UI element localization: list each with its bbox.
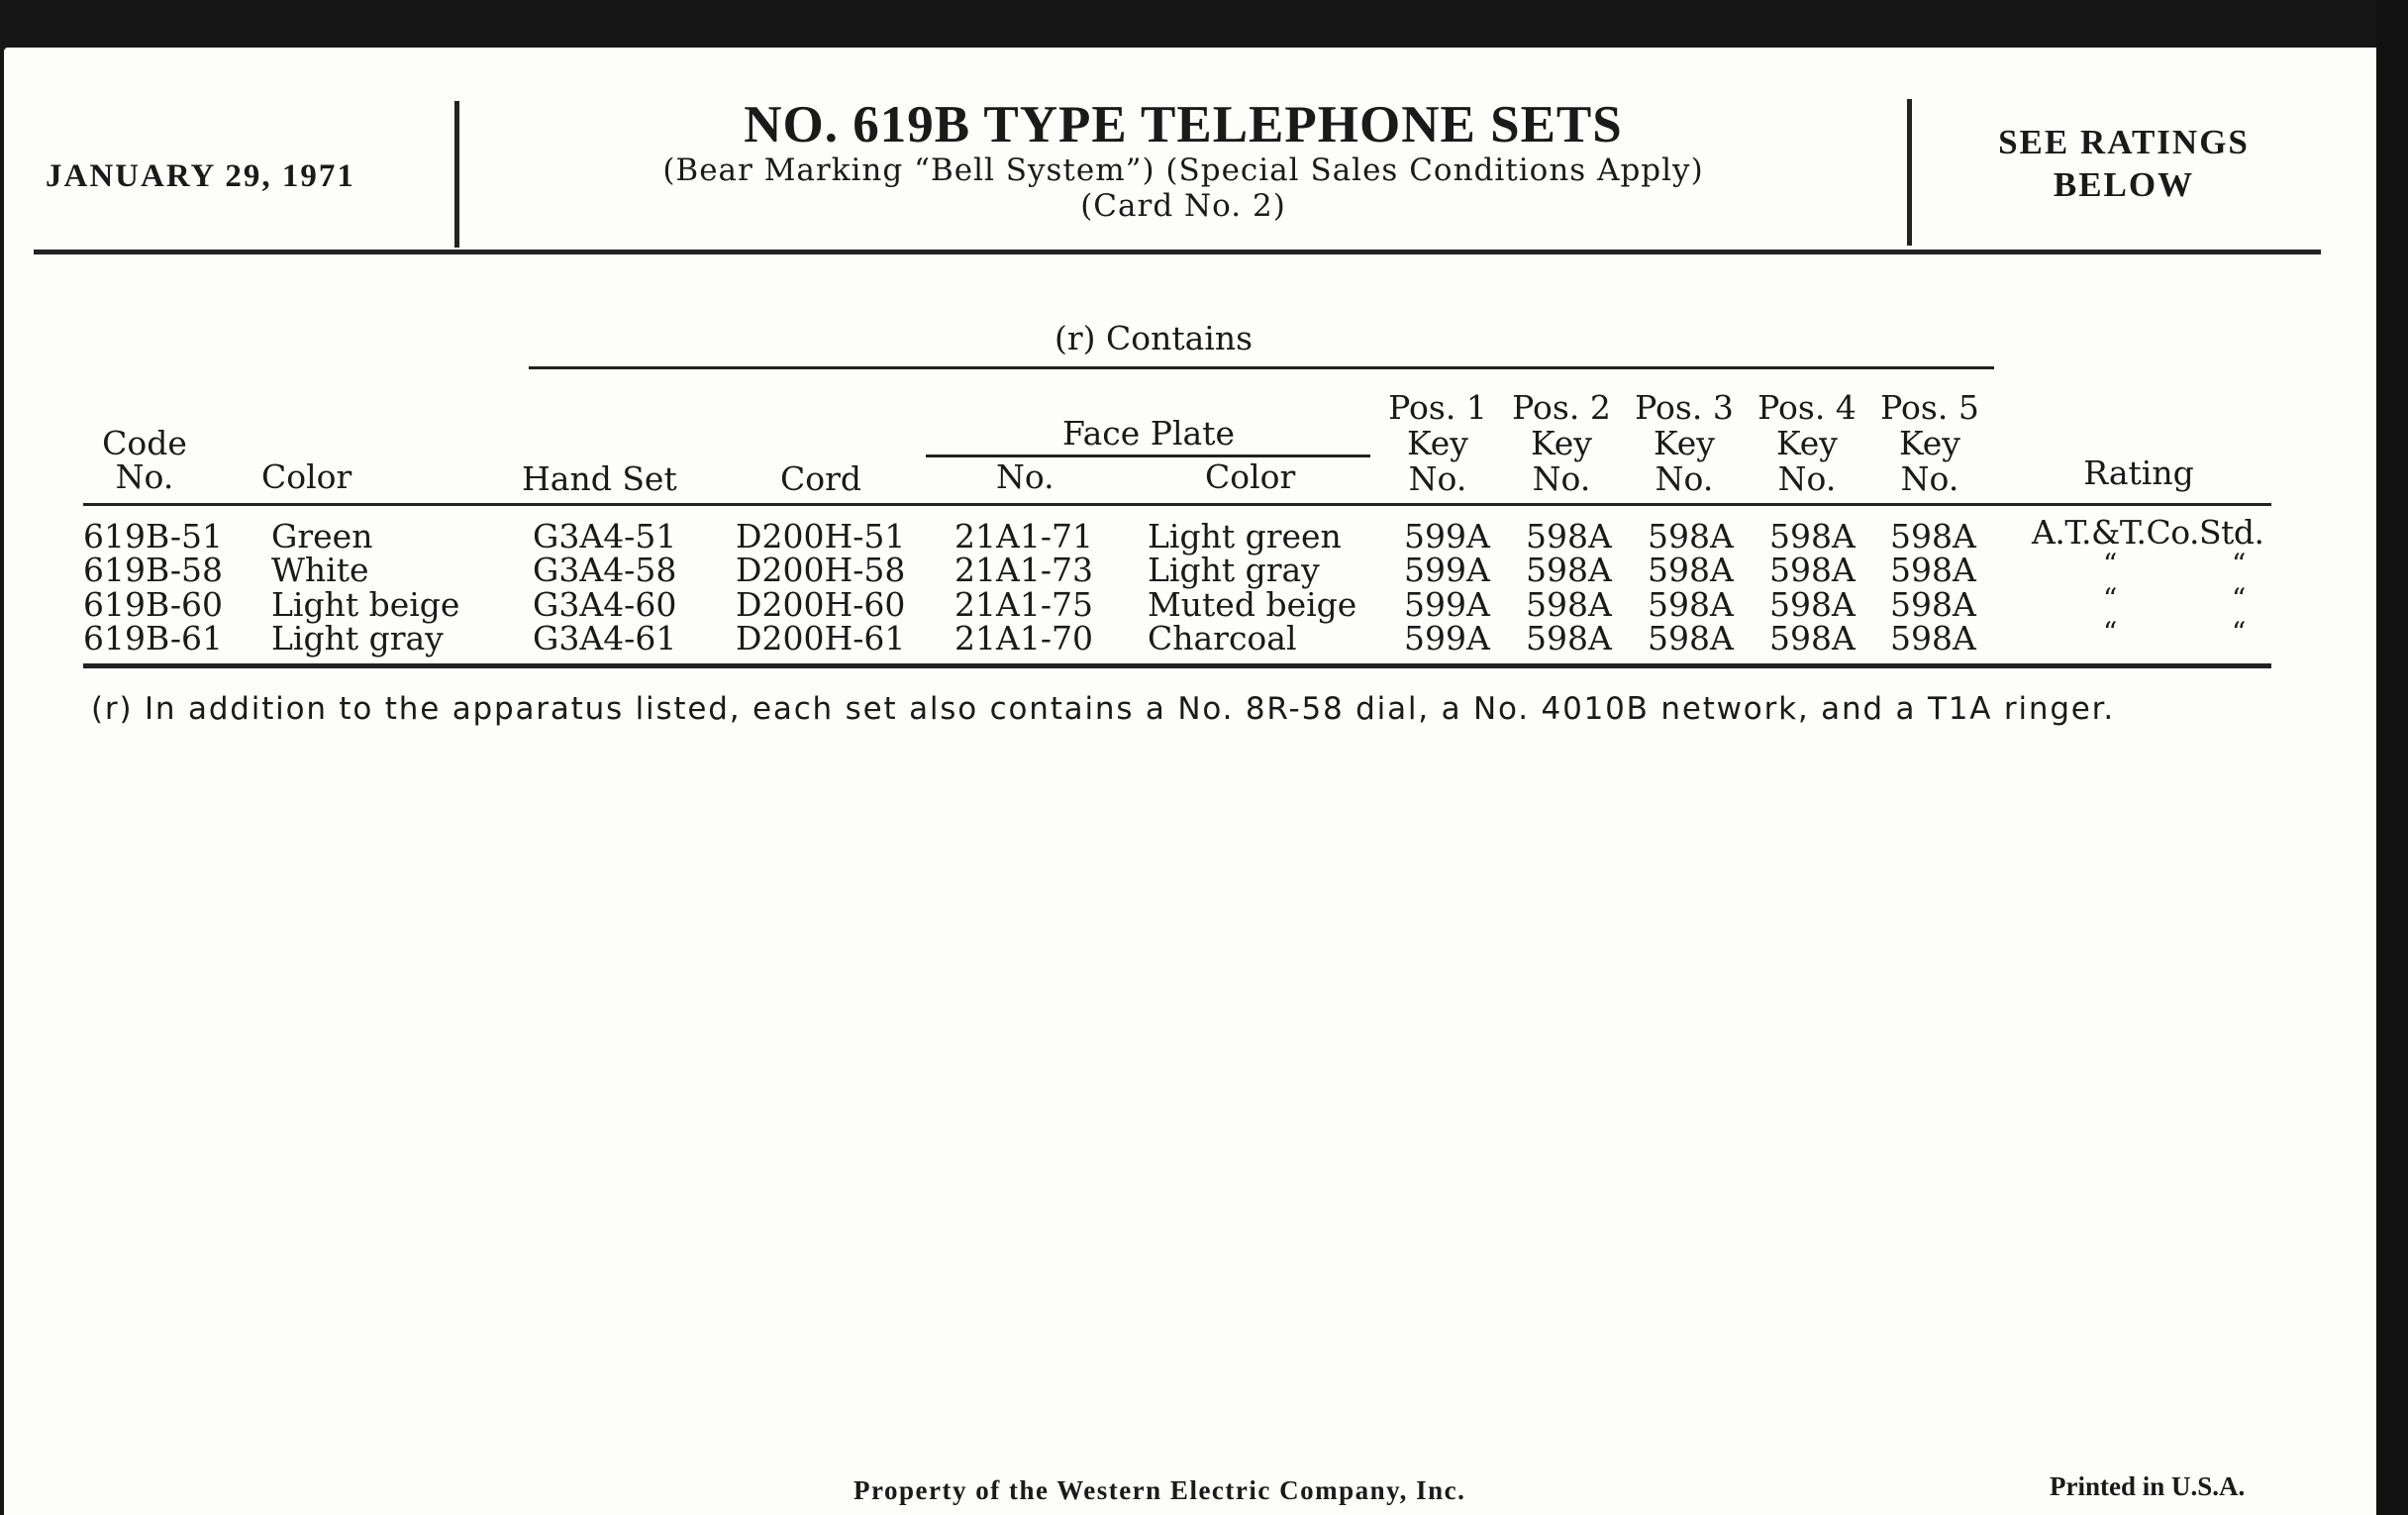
table-row-619b-60-rating-ditto-a: “ bbox=[2103, 582, 2118, 615]
table-row-619b-60-key3: 598A bbox=[1648, 585, 1734, 624]
table-row-619b-61-hand-set: G3A4-61 bbox=[533, 619, 677, 657]
header-divider-right bbox=[1907, 99, 1912, 246]
table-row-619b-51-hand-set: G3A4-51 bbox=[533, 517, 677, 556]
face-plate-rule bbox=[926, 454, 1370, 457]
table-row-619b-51-cord: D200H-51 bbox=[736, 517, 906, 556]
col-pos4-key: Key bbox=[1776, 424, 1838, 462]
col-pos3-key: Key bbox=[1654, 424, 1715, 462]
col-pos2-key: Key bbox=[1531, 424, 1592, 462]
col-pos3 bbox=[1625, 390, 1744, 497]
table-row-619b-60-key5: 598A bbox=[1890, 585, 1976, 624]
table-row-619b-61-rating-ditto-b: “ bbox=[2232, 616, 2247, 649]
table-row-619b-61-cord: D200H-61 bbox=[736, 619, 906, 657]
col-cord: Cord bbox=[780, 459, 862, 498]
col-hand-set: Hand Set bbox=[522, 459, 677, 498]
table-row-619b-60-fp-no: 21A1-75 bbox=[954, 585, 1093, 624]
table-bottom-rule bbox=[83, 663, 2271, 668]
table-row-619b-58-key5: 598A bbox=[1890, 551, 1976, 589]
table-row-619b-61-key4: 598A bbox=[1769, 619, 1856, 657]
col-rating: Rating bbox=[2083, 454, 2194, 492]
table-row-619b-60-code: 619B-60 bbox=[83, 585, 223, 624]
table-row-619b-58-key3: 598A bbox=[1648, 551, 1734, 589]
footnote: (r) In addition to the apparatus listed, each set also contains a No. 8R-58 dial, a No. 4010B network, and a T1A ringer. bbox=[91, 691, 2116, 727]
table-row-619b-51-key5: 598A bbox=[1890, 517, 1976, 556]
col-pos1-label: Pos. 1 bbox=[1388, 388, 1487, 427]
col-code-top: Code bbox=[102, 424, 187, 462]
table-row-619b-60-hand-set: G3A4-60 bbox=[533, 585, 677, 624]
table-row-619b-60-key2: 598A bbox=[1526, 585, 1612, 624]
table-row-619b-58-rating-ditto-b: “ bbox=[2232, 548, 2247, 580]
face-plate-header: Face Plate bbox=[1061, 414, 1236, 453]
col-pos5-label: Pos. 5 bbox=[1880, 388, 1979, 427]
col-pos2 bbox=[1502, 390, 1621, 497]
table-row-619b-60-cord: D200H-60 bbox=[736, 585, 906, 624]
table-row-619b-58-fp-no: 21A1-73 bbox=[954, 551, 1093, 589]
page-title: NO. 619B TYPE TELEPHONE SETS bbox=[744, 96, 1623, 153]
group-header-rule bbox=[529, 366, 1994, 369]
table-row-619b-61-key5: 598A bbox=[1890, 619, 1976, 657]
col-pos3-label: Pos. 3 bbox=[1635, 388, 1734, 427]
table-row-619b-58-key2: 598A bbox=[1526, 551, 1612, 589]
table-row-619b-58-key4: 598A bbox=[1769, 551, 1856, 589]
table-row-619b-60-fp-color: Muted beige bbox=[1148, 585, 1357, 624]
table-row-619b-61-key3: 598A bbox=[1648, 619, 1734, 657]
table-row-619b-61-color: Light gray bbox=[271, 619, 444, 657]
ratings-note-line2: BELOW bbox=[2053, 165, 2195, 204]
table-row-619b-61-fp-no: 21A1-70 bbox=[954, 619, 1093, 657]
table-row-619b-61-key1: 599A bbox=[1404, 619, 1490, 657]
table-row-619b-58-color: White bbox=[271, 551, 369, 589]
col-pos1-key: Key bbox=[1407, 424, 1468, 462]
issue-date: JANUARY 29, 1971 bbox=[46, 158, 355, 194]
table-row-619b-61-fp-color: Charcoal bbox=[1148, 619, 1297, 657]
scan-edge bbox=[2376, 0, 2408, 1515]
col-pos4-label: Pos. 4 bbox=[1757, 388, 1856, 427]
col-pos4 bbox=[1748, 390, 1866, 497]
page-subtitle: (Bear Marking “Bell System”) (Special Sales Conditions Apply) bbox=[662, 152, 1704, 188]
table-row-619b-60-color: Light beige bbox=[271, 585, 460, 624]
col-pos1-no: No. bbox=[1408, 459, 1467, 498]
header-rule bbox=[34, 250, 2321, 254]
table-row-619b-51-code: 619B-51 bbox=[83, 517, 223, 556]
table-row-619b-58-fp-color: Light gray bbox=[1148, 551, 1320, 589]
catalog-card bbox=[4, 48, 2376, 1515]
ratings-note-line1: SEE RATINGS bbox=[1998, 123, 2250, 161]
col-face-plate-color: Color bbox=[1205, 457, 1296, 496]
col-pos5-key: Key bbox=[1899, 424, 1960, 462]
footer-property: Property of the Western Electric Company, Inc. bbox=[853, 1475, 1466, 1505]
table-row-619b-51-rating: A.T.&T.Co.Std. bbox=[2032, 513, 2264, 552]
table-row-619b-51-key1: 599A bbox=[1404, 517, 1490, 556]
table-row-619b-51-fp-no: 21A1-71 bbox=[954, 517, 1093, 556]
table-row-619b-60-rating-ditto-b: “ bbox=[2232, 582, 2247, 615]
table-row-619b-58-cord: D200H-58 bbox=[736, 551, 906, 589]
table-row-619b-51-key2: 598A bbox=[1526, 517, 1612, 556]
table-row-619b-61-key2: 598A bbox=[1526, 619, 1612, 657]
table-row-619b-51-fp-color: Light green bbox=[1148, 517, 1342, 556]
col-pos5-no: No. bbox=[1900, 459, 1959, 498]
group-header-contains: (r) Contains bbox=[1054, 319, 1254, 357]
table-row-619b-61-rating-ditto-a: “ bbox=[2103, 616, 2118, 649]
table-row-619b-58-hand-set: G3A4-58 bbox=[533, 551, 677, 589]
header-divider-left bbox=[454, 101, 459, 248]
card-number: (Card No. 2) bbox=[1080, 188, 1286, 224]
table-header-rule bbox=[83, 503, 2271, 506]
ratings-note bbox=[1916, 121, 2332, 206]
col-face-plate-no: No. bbox=[996, 457, 1054, 496]
footer-printed: Printed in U.S.A. bbox=[2050, 1471, 2246, 1501]
col-pos2-no: No. bbox=[1532, 459, 1591, 498]
table-row-619b-61-code: 619B-61 bbox=[83, 619, 223, 657]
table-row-619b-51-key4: 598A bbox=[1769, 517, 1856, 556]
col-pos1 bbox=[1378, 390, 1497, 497]
table-row-619b-58-rating-ditto-a: “ bbox=[2103, 548, 2118, 580]
table-row-619b-51-color: Green bbox=[271, 517, 373, 556]
table-row-619b-58-code: 619B-58 bbox=[83, 551, 223, 589]
col-pos3-no: No. bbox=[1655, 459, 1714, 498]
table-row-619b-60-key1: 599A bbox=[1404, 585, 1490, 624]
table-row-619b-51-key3: 598A bbox=[1648, 517, 1734, 556]
table-row-619b-60-key4: 598A bbox=[1769, 585, 1856, 624]
col-code-bottom: No. bbox=[115, 457, 174, 496]
col-pos2-label: Pos. 2 bbox=[1512, 388, 1611, 427]
col-color: Color bbox=[261, 457, 352, 496]
table-row-619b-58-key1: 599A bbox=[1404, 551, 1490, 589]
col-pos5 bbox=[1870, 390, 1989, 497]
col-pos4-no: No. bbox=[1777, 459, 1837, 498]
